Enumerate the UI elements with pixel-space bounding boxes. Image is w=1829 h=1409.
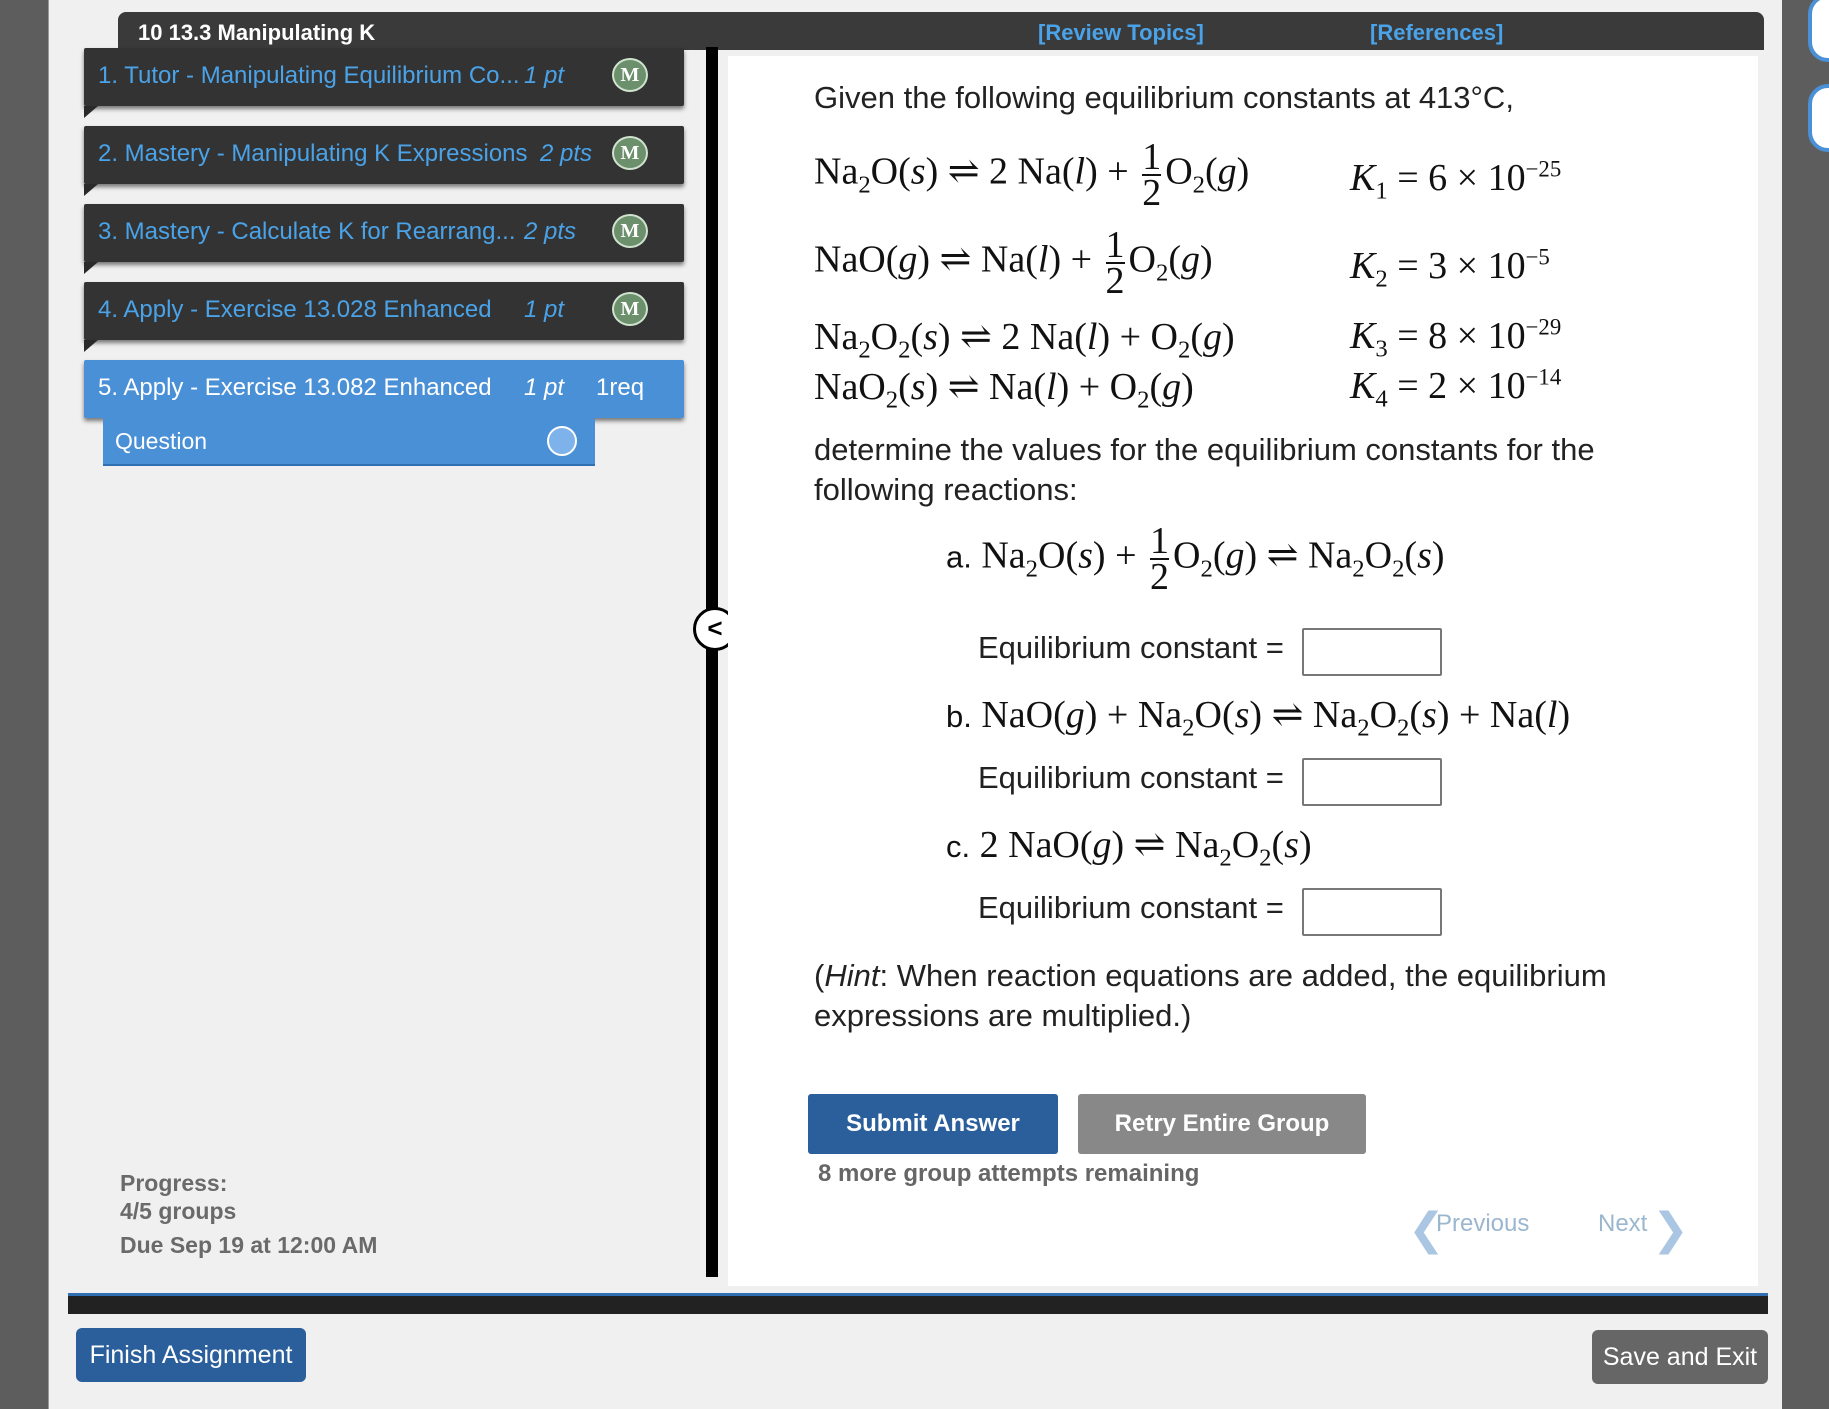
nav-item-label: 1. Tutor - Manipulating Equilibrium Co...	[98, 62, 520, 89]
question-intro: Given the following equilibrium constants at 413°C,	[814, 80, 1514, 115]
reaction-b: b. $NaO(g) + Na_2O(s)$ ⇌ $Na_2O_2(s) + Na(l)$	[946, 694, 1571, 742]
given-equation-4: NaO$_2$(s) ⇌ $Na(l) + O_2(g)$	[814, 366, 1194, 414]
given-equation-3: $Na_2O_2(s)$ ⇌ 2 $Na(l) + O_2(g)$	[814, 316, 1235, 364]
footer-bar	[68, 1293, 1768, 1314]
edge-widget-icon[interactable]	[1808, 0, 1829, 62]
nav-item-1[interactable]	[84, 48, 684, 106]
given-equation-1: $Na_2O(s)$ ⇌ 2 Na(l) + $\frac{1}{2}$ $O_2(g)$	[814, 136, 1250, 214]
k3-expression: $K_3 = 8 \times 10^{-29}$	[1350, 314, 1562, 363]
answer-input-a[interactable]	[1302, 628, 1442, 676]
eq-constant-label-c: Equilibrium constant =	[978, 890, 1284, 925]
mastery-badge-icon: M	[612, 292, 648, 326]
previous-link[interactable]: Previous	[1436, 1210, 1530, 1237]
chevron-right-icon[interactable]: ❯	[1652, 1205, 1689, 1254]
reaction-c: c. 2 NaO(g) ⇌ $Na_2O_2(s)$	[946, 824, 1312, 872]
eq-constant-label-b: Equilibrium constant =	[978, 760, 1284, 795]
nav-item-points: 2 pts	[540, 140, 593, 167]
answer-input-b[interactable]	[1302, 758, 1442, 806]
nav-item-3[interactable]	[84, 204, 684, 262]
attempts-remaining: 8 more group attempts remaining	[818, 1160, 1200, 1187]
hint-line2: expressions are multiplied.)	[814, 998, 1192, 1033]
nav-item-tab	[84, 184, 98, 196]
nav-item-label: 5. Apply - Exercise 13.082 Enhanced	[98, 374, 492, 401]
question-label: Question	[115, 428, 208, 454]
nav-item-4[interactable]	[84, 282, 684, 340]
review-topics-link[interactable]: [Review Topics]	[1038, 20, 1204, 45]
chevron-left-icon[interactable]: ❮	[1408, 1205, 1445, 1254]
references-link[interactable]: [References]	[1370, 20, 1504, 45]
panel-divider[interactable]	[706, 47, 718, 1277]
edge-widget-icon[interactable]	[1808, 84, 1829, 152]
chevron-left-icon[interactable]: <	[693, 607, 737, 651]
question-panel	[728, 56, 1758, 1286]
mastery-badge-icon: M	[612, 214, 648, 248]
k4-expression: $K_4 = 2 \times 10^{-14}$	[1350, 364, 1562, 413]
nav-item-tab	[84, 340, 98, 352]
nav-item-5[interactable]	[84, 360, 684, 418]
nav-item-label: 3. Mastery - Calculate K for Rearrang...	[98, 218, 516, 245]
progress-label: Progress:	[120, 1170, 228, 1196]
nav-item-requirement: 1req	[596, 374, 645, 401]
nav-item-points: 1 pt	[524, 62, 565, 89]
eq-constant-label-a: Equilibrium constant =	[978, 630, 1284, 665]
reaction-a: a. $Na_2O(s)$ + $\frac{1}{2}$ $O_2(g)$ ⇌ $Na_2O_2(s)$	[946, 520, 1445, 598]
finish-assignment-button[interactable]: Finish Assignment	[76, 1328, 306, 1382]
retry-group-button[interactable]: Retry Entire Group	[1078, 1094, 1366, 1154]
k1-expression: $K_1 = 6 \times 10^{-25}$	[1350, 156, 1562, 205]
mastery-badge-icon: M	[612, 58, 648, 92]
save-and-exit-button[interactable]: Save and Exit	[1592, 1330, 1768, 1384]
nav-item-points: 1 pt	[524, 374, 565, 401]
nav-item-points: 1 pt	[524, 296, 565, 323]
nav-item-tab	[84, 106, 98, 118]
due-date: Due Sep 19 at 12:00 AM	[120, 1232, 378, 1258]
nav-item-points: 2 pts	[524, 218, 577, 245]
assignment-title: 10 13.3 Manipulating K	[138, 20, 376, 45]
question-row[interactable]	[103, 418, 595, 466]
mastery-badge-icon: M	[612, 136, 648, 170]
k2-expression: $K_2 = 3 \times 10^{-5}$	[1350, 244, 1550, 293]
given-equation-2: NaO(g) ⇌ Na(l) + $\frac{1}{2}$ $O_2(g)$	[814, 224, 1213, 302]
submit-answer-button[interactable]: Submit Answer	[808, 1094, 1058, 1154]
determine-text-line2: following reactions:	[814, 472, 1078, 507]
determine-text-line1: determine the values for the equilibrium constants for the	[814, 432, 1595, 467]
answer-input-c[interactable]	[1302, 888, 1442, 936]
status-circle-icon	[547, 426, 577, 456]
progress-value: 4/5 groups	[120, 1198, 237, 1224]
nav-item-label: 2. Mastery - Manipulating K Expressions	[98, 140, 528, 167]
header-bar	[118, 12, 1764, 50]
nav-item-2[interactable]	[84, 126, 684, 184]
next-link[interactable]: Next	[1598, 1210, 1648, 1237]
nav-item-tab	[84, 262, 98, 274]
nav-item-label: 4. Apply - Exercise 13.028 Enhanced	[98, 296, 492, 323]
hint-line1: (Hint: When reaction equations are added, the equilibrium	[814, 958, 1607, 993]
